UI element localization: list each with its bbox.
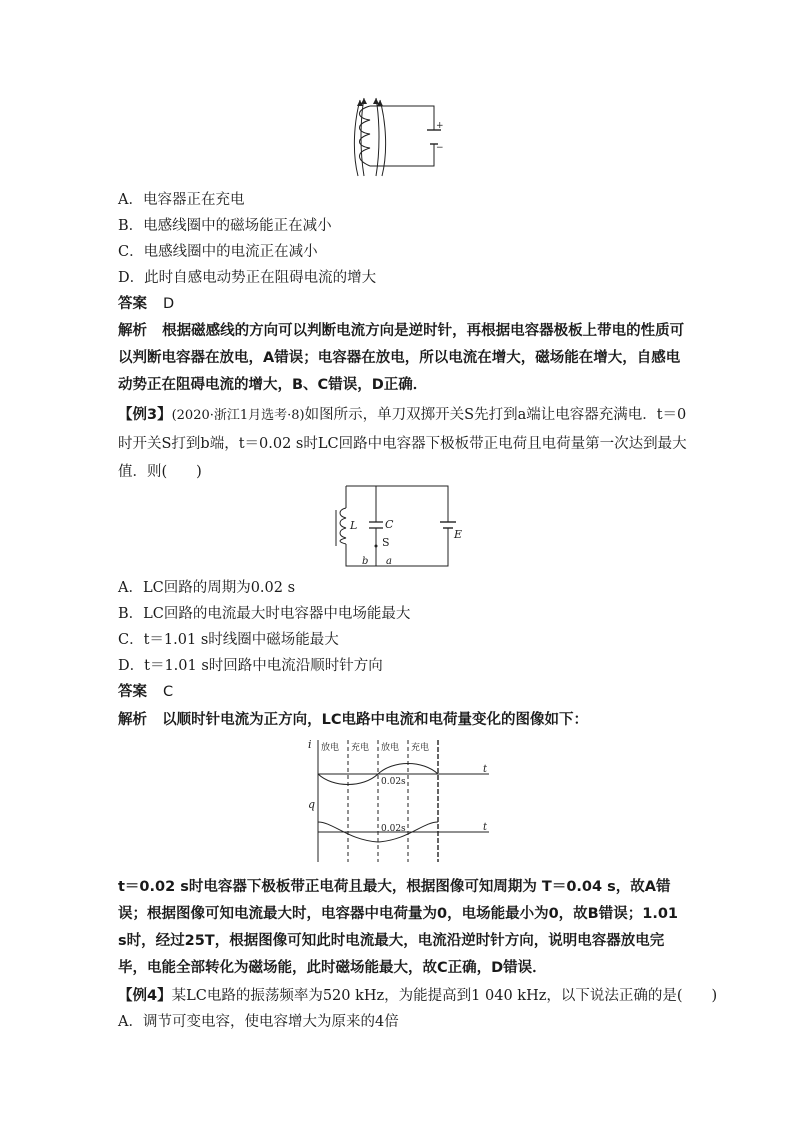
answer-value: D [163,296,175,312]
phase-2: 充电 [351,743,370,753]
example-3-tag: 【例3】 [118,407,172,423]
lc-circuit-figure [330,482,464,572]
i-q-graph [305,736,505,866]
ex3-analysis-body: t＝0.02 s时电容器下极板带正电荷且最大，根据图像可知周期为 T＝0.04 s，故A错误；根据图像可知电流最大时，电容器中电荷量为0，电场能最小为0，故B错误；1.01 s时，经过25T，根据图像可知此时电流最大，电流沿逆时针方向，说明电容器放电完毕，电能全部转化为磁场能，此时磁场能最大，故C正确，D错误． [118,879,679,976]
label-b: b [362,556,369,567]
option-d: D．此时自感电动势正在阻碍电流的增大 [118,270,377,286]
ex3-answer-row [118,682,173,702]
phase-1: 放电 [321,743,340,753]
ex3-answer-label: 答案 [118,684,147,700]
graph-i-label: i [308,738,312,751]
ex3-analysis-intro [118,710,588,730]
label-a: a [386,556,392,567]
answer-label: 答案 [118,296,147,312]
label-S: S [382,536,390,549]
example-3-source: (2020·浙江1月选考·8) [171,408,305,423]
answer-row [118,294,174,314]
analysis-text: 根据磁感线的方向可以判断电流方向是逆时针，再根据电容器极板上带电的性质可以判断电容器在放电，A错误；电容器在放电，所以电流在增大，磁场能在增大，自感电动势正在阻碍电流的增大，B、C错误，D正确． [118,323,685,393]
time-mark-bottom: 0.02s [381,824,406,834]
coil-field-figure [348,92,448,178]
phase-4: 充电 [411,743,430,753]
label-C: C [385,518,394,531]
ex3-option-b: B．LC回路的电流最大时电容器中电场能最大 [118,606,411,622]
ex3-analysis-intro-text: 以顺时针电流为正方向，LC电路中电流和电荷量变化的图像如下： [162,712,589,728]
option-c: C．电感线圈中的电流正在减小 [118,244,318,260]
analysis-block [118,318,690,399]
ex4-option-a: A．调节可变电容，使电容增大为原来的4倍 [118,1014,399,1030]
option-b: B．电感线圈中的磁场能正在减小 [118,218,332,234]
ex3-answer-value: C [163,684,174,700]
ex3-option-a: A．LC回路的周期为0.02 s [118,580,296,596]
phase-3: 放电 [381,743,400,753]
example-4-tag: 【例4】 [118,988,172,1004]
graph-t-label-bottom: t [483,822,488,833]
example-3-stem [118,401,690,486]
svg-text:+: + [436,121,444,131]
time-mark-top: 0.02s [381,777,406,787]
graph-t-label-top: t [483,764,488,775]
option-a: A．电容器正在充电 [118,192,245,208]
analysis-label: 解析 [118,323,147,339]
example-4-text: 某LC电路的振荡频率为520 kHz，为能提高到1 040 kHz，以下说法正确的是( ) [171,988,718,1004]
label-L: L [350,519,358,532]
example-3-text: 如图所示，单刀双掷开关S先打到a端让电容器充满电．t＝0时开关S打到b端，t＝0.02 s时LC回路中电容器下极板带正电荷且电荷量第一次达到最大值．则( ) [118,407,687,480]
graph-q-label: q [308,798,316,811]
ex3-option-c: C．t＝1.01 s时线圈中磁场能最大 [118,632,339,648]
ex3-option-d: D．t＝1.01 s时回路中电流沿顺时针方向 [118,658,383,674]
example-4-stem [118,986,717,1006]
ex3-analysis-label: 解析 [118,712,147,728]
label-E: E [454,528,463,541]
svg-text:−: − [436,143,444,153]
